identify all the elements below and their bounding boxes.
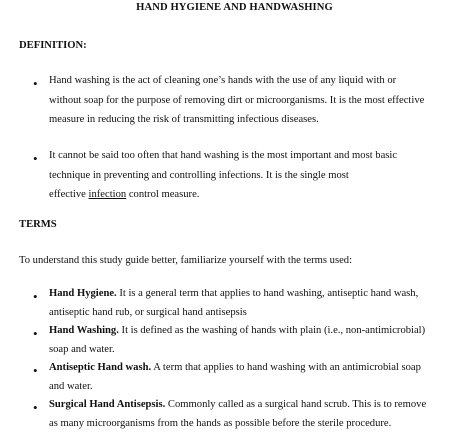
term-definition: It is a general term that applies to hand washing, antiseptic hand wash, (116, 288, 419, 299)
terms-heading: TERMS (19, 219, 57, 230)
term-definition: It is defined as the washing of hands with plain (i.e., non-antimicrobial) (118, 325, 426, 336)
term-name: Hand Washing. (49, 325, 119, 336)
terms-intro: To understand this study guide better, familiarize yourself with the terms used: (19, 255, 353, 266)
text-line (49, 284, 449, 303)
text-line: It cannot be said too often that hand washing is the most important and most basic (49, 150, 398, 161)
text-line (49, 321, 449, 340)
text-line: measure in reducing the risk of transmitting infectious diseases. (49, 114, 319, 125)
term-definition: A term that applies to hand washing with an antimicrobial soap (151, 362, 421, 373)
infection-link[interactable]: infection (88, 189, 127, 200)
bullet-icon: • (33, 363, 38, 378)
term-item (49, 395, 449, 433)
term-name: Antiseptic Hand wash. (49, 362, 152, 373)
term-item (49, 358, 449, 396)
document-title: HAND HYGIENE AND HANDWASHING (136, 2, 333, 13)
text-fragment: control measure. (126, 189, 200, 200)
term-name: Hand Hygiene. (49, 288, 117, 299)
text-line: as many microorganisms from the hands as possible before the sterile procedure. (49, 418, 392, 429)
text-line (49, 395, 449, 414)
term-name: Surgical Hand Antisepsis. (49, 399, 166, 410)
text-fragment: effective (49, 189, 89, 200)
definition-item (49, 71, 449, 130)
definition-item (49, 146, 449, 205)
bullet-icon: • (33, 289, 38, 304)
text-line (49, 185, 449, 205)
text-line: without soap for the purpose of removing dirt or microorganisms. It is the most effective (49, 94, 425, 106)
term-definition: Commonly called as a surgical hand scrub. This is to remove (165, 399, 427, 410)
text-line: technique in preventing and controlling infections. It is the single most (49, 169, 349, 181)
term-item (49, 284, 449, 322)
bullet-icon: • (33, 400, 38, 415)
text-line (49, 358, 449, 377)
text-line: soap and water. (49, 344, 115, 355)
text-line: and water. (49, 381, 93, 392)
bullet-icon: • (33, 326, 38, 341)
definition-heading: DEFINITION: (19, 40, 87, 51)
term-item (49, 321, 449, 359)
text-line: Hand washing is the act of cleaning one’s hands with the use of any liquid with or (49, 75, 397, 86)
bullet-icon: • (33, 151, 38, 166)
bullet-icon: • (33, 76, 38, 91)
text-line: antiseptic hand rub, or surgical hand antisepsis (49, 307, 247, 318)
